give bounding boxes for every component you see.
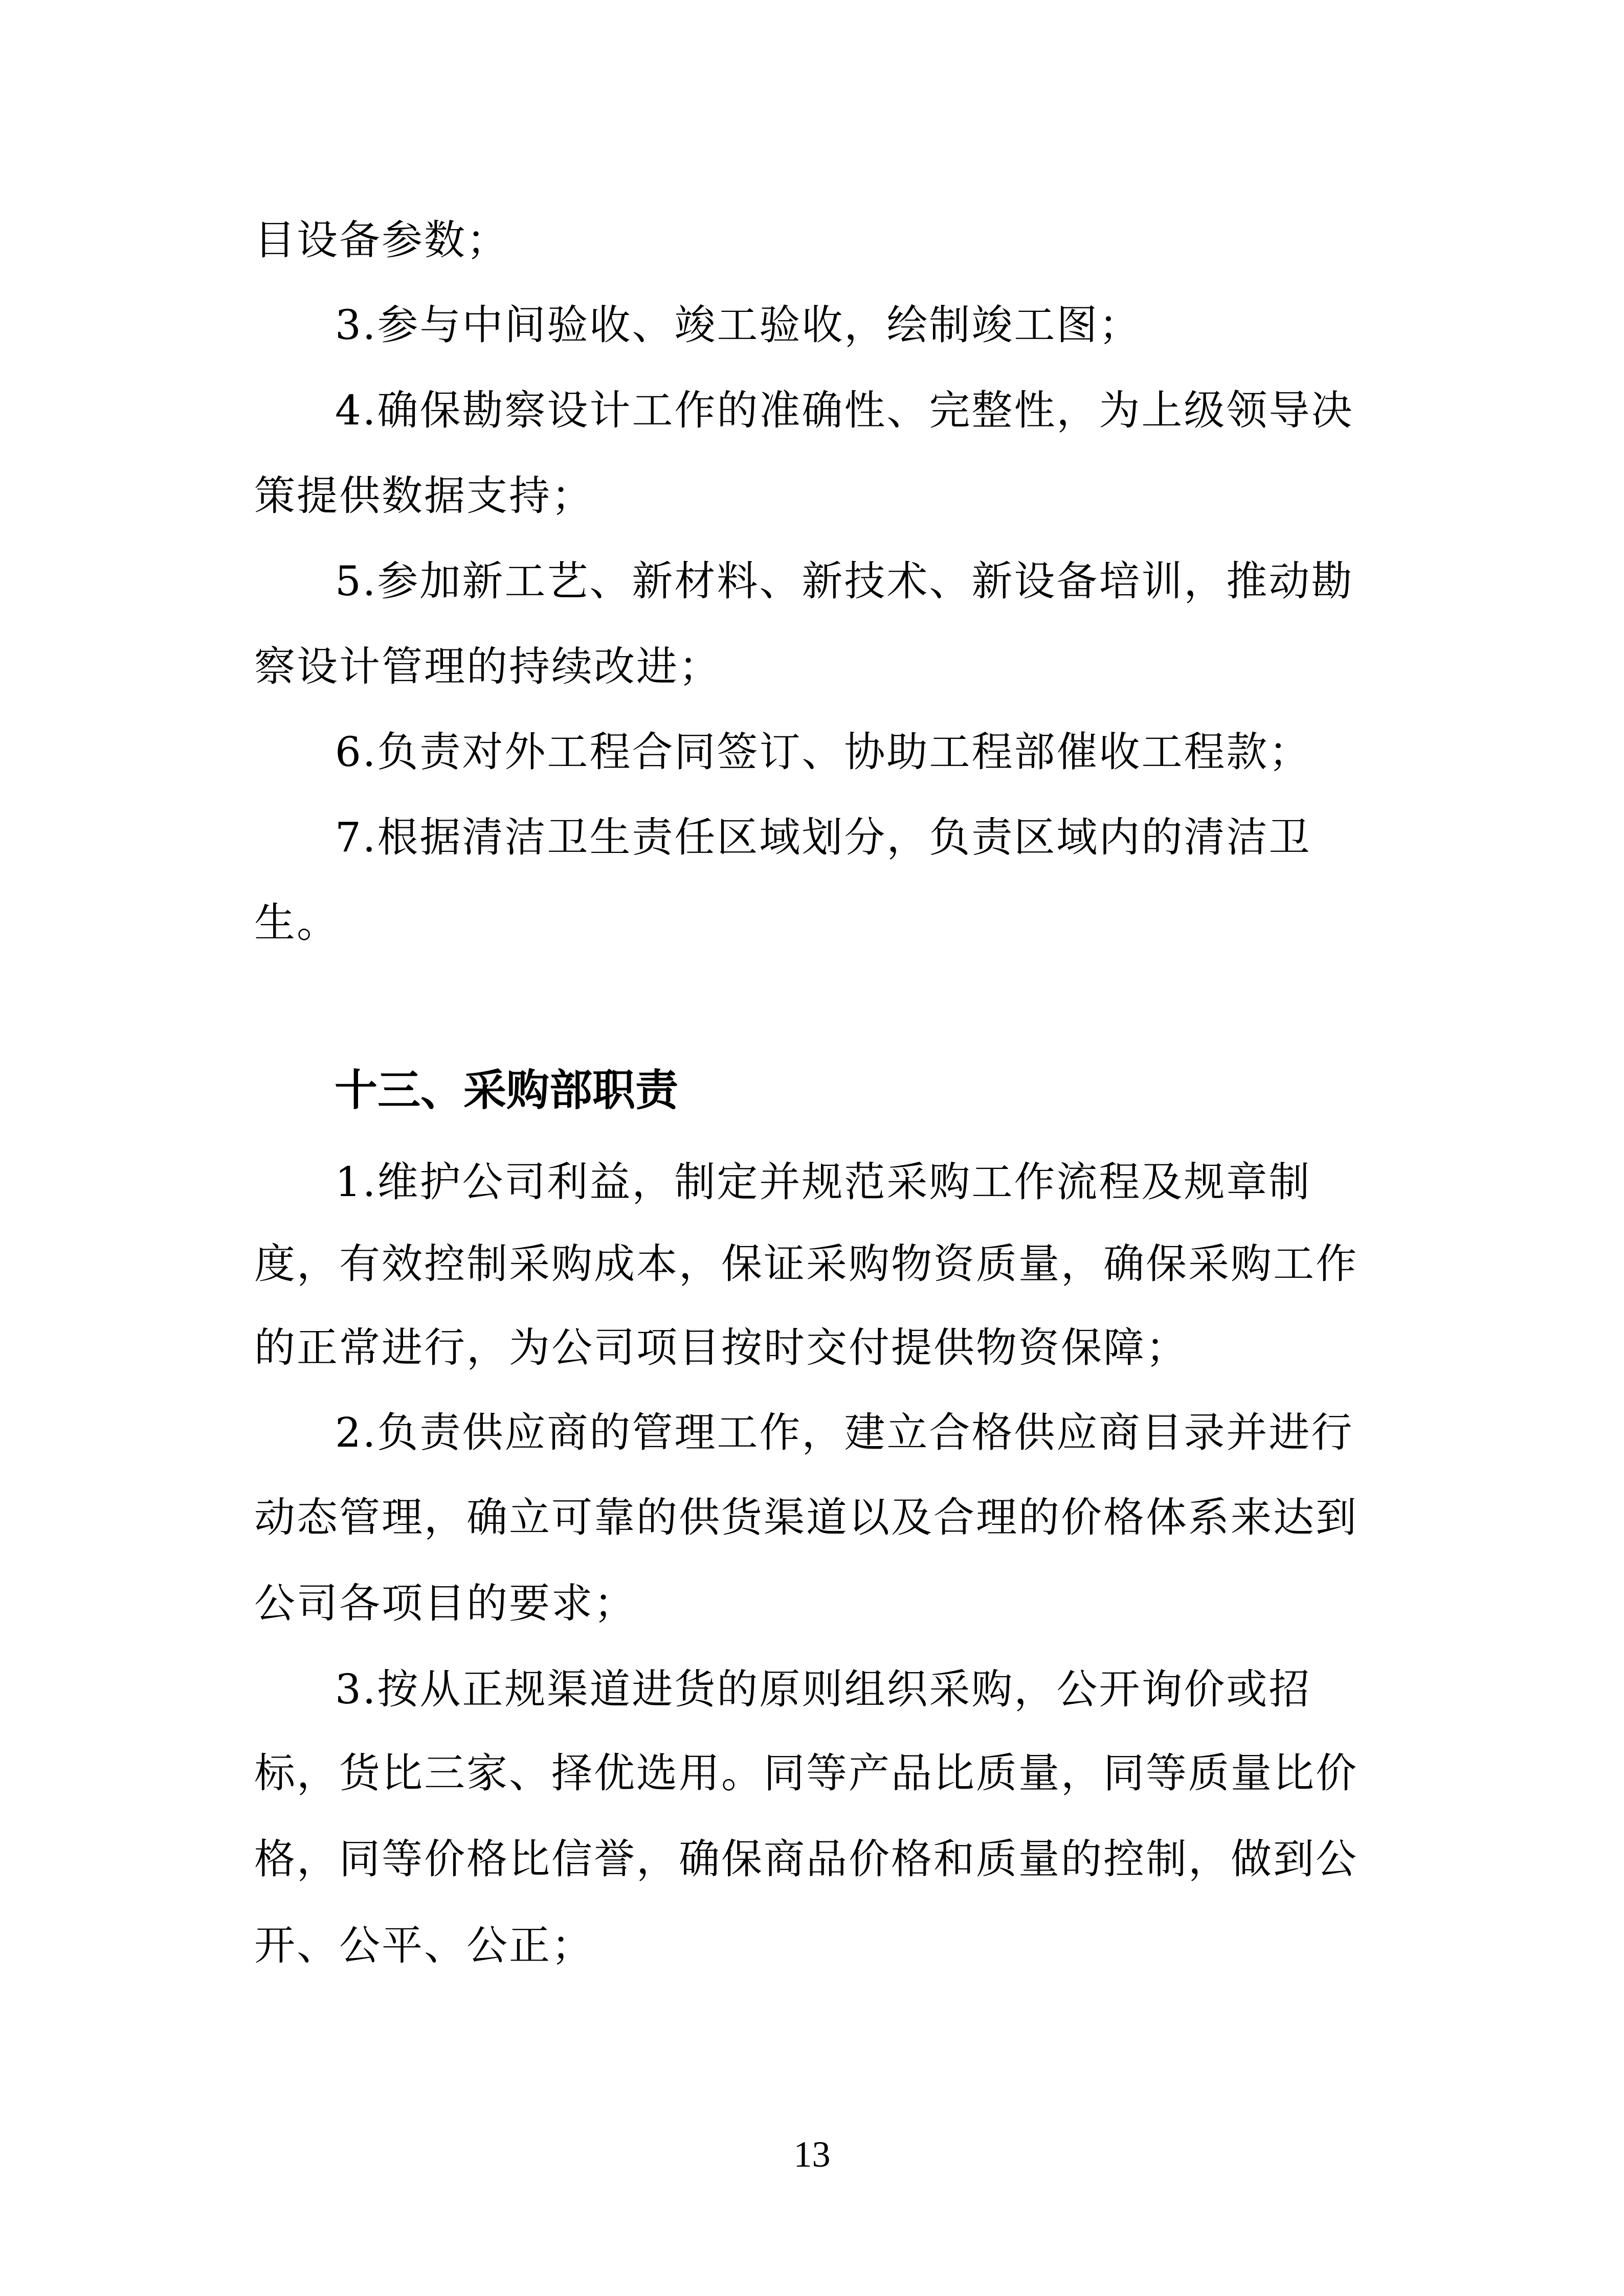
paragraph-line: 公司各项目的要求； <box>254 1580 636 1627</box>
paragraph-line: 生。 <box>254 899 339 947</box>
paragraph-line: 格，同等价格比信誉，确保商品价格和质量的控制，做到公 <box>254 1835 1358 1883</box>
list-item-7: 7.根据清洁卫生责任区域划分，负责区域内的清洁卫 <box>335 814 1311 861</box>
paragraph-line: 度，有效控制采购成本，保证采购物资质量，确保采购工作 <box>254 1240 1358 1288</box>
paragraph-line: 动态管理，确立可靠的供货渠道以及合理的价格体系来达到 <box>254 1494 1358 1541</box>
list-item-3: 3.按从正规渠道进货的原则组织采购，公开询价或招 <box>335 1665 1311 1713</box>
paragraph-line: 察设计管理的持续改进； <box>254 643 721 690</box>
paragraph-line: 策提供数据支持； <box>254 472 594 520</box>
page-number: 13 <box>793 2134 831 2175</box>
list-item-6: 6.负责对外工程合同签订、协助工程部催收工程款； <box>335 728 1311 776</box>
paragraph-line: 标，货比三家、择优选用。同等产品比质量，同等质量比价 <box>254 1749 1358 1797</box>
paragraph-line: 目设备参数； <box>254 216 509 264</box>
list-item-5: 5.参加新工艺、新材料、新技术、新设备培训，推动勘 <box>335 557 1354 605</box>
section-heading: 十三、采购部职责 <box>335 1065 679 1115</box>
list-item-3: 3.参与中间验收、竣工验收，绘制竣工图； <box>335 301 1142 349</box>
paragraph-line: 开、公平、公正； <box>254 1922 594 1969</box>
paragraph-line: 的正常进行，为公司项目按时交付提供物资保障； <box>254 1324 1188 1371</box>
list-item-1: 1.维护公司利益，制定并规范采购工作流程及规章制 <box>335 1158 1311 1206</box>
list-item-4: 4.确保勘察设计工作的准确性、完整性，为上级领导决 <box>335 387 1354 434</box>
list-item-2: 2.负责供应商的管理工作，建立合格供应商目录并进行 <box>335 1409 1354 1456</box>
